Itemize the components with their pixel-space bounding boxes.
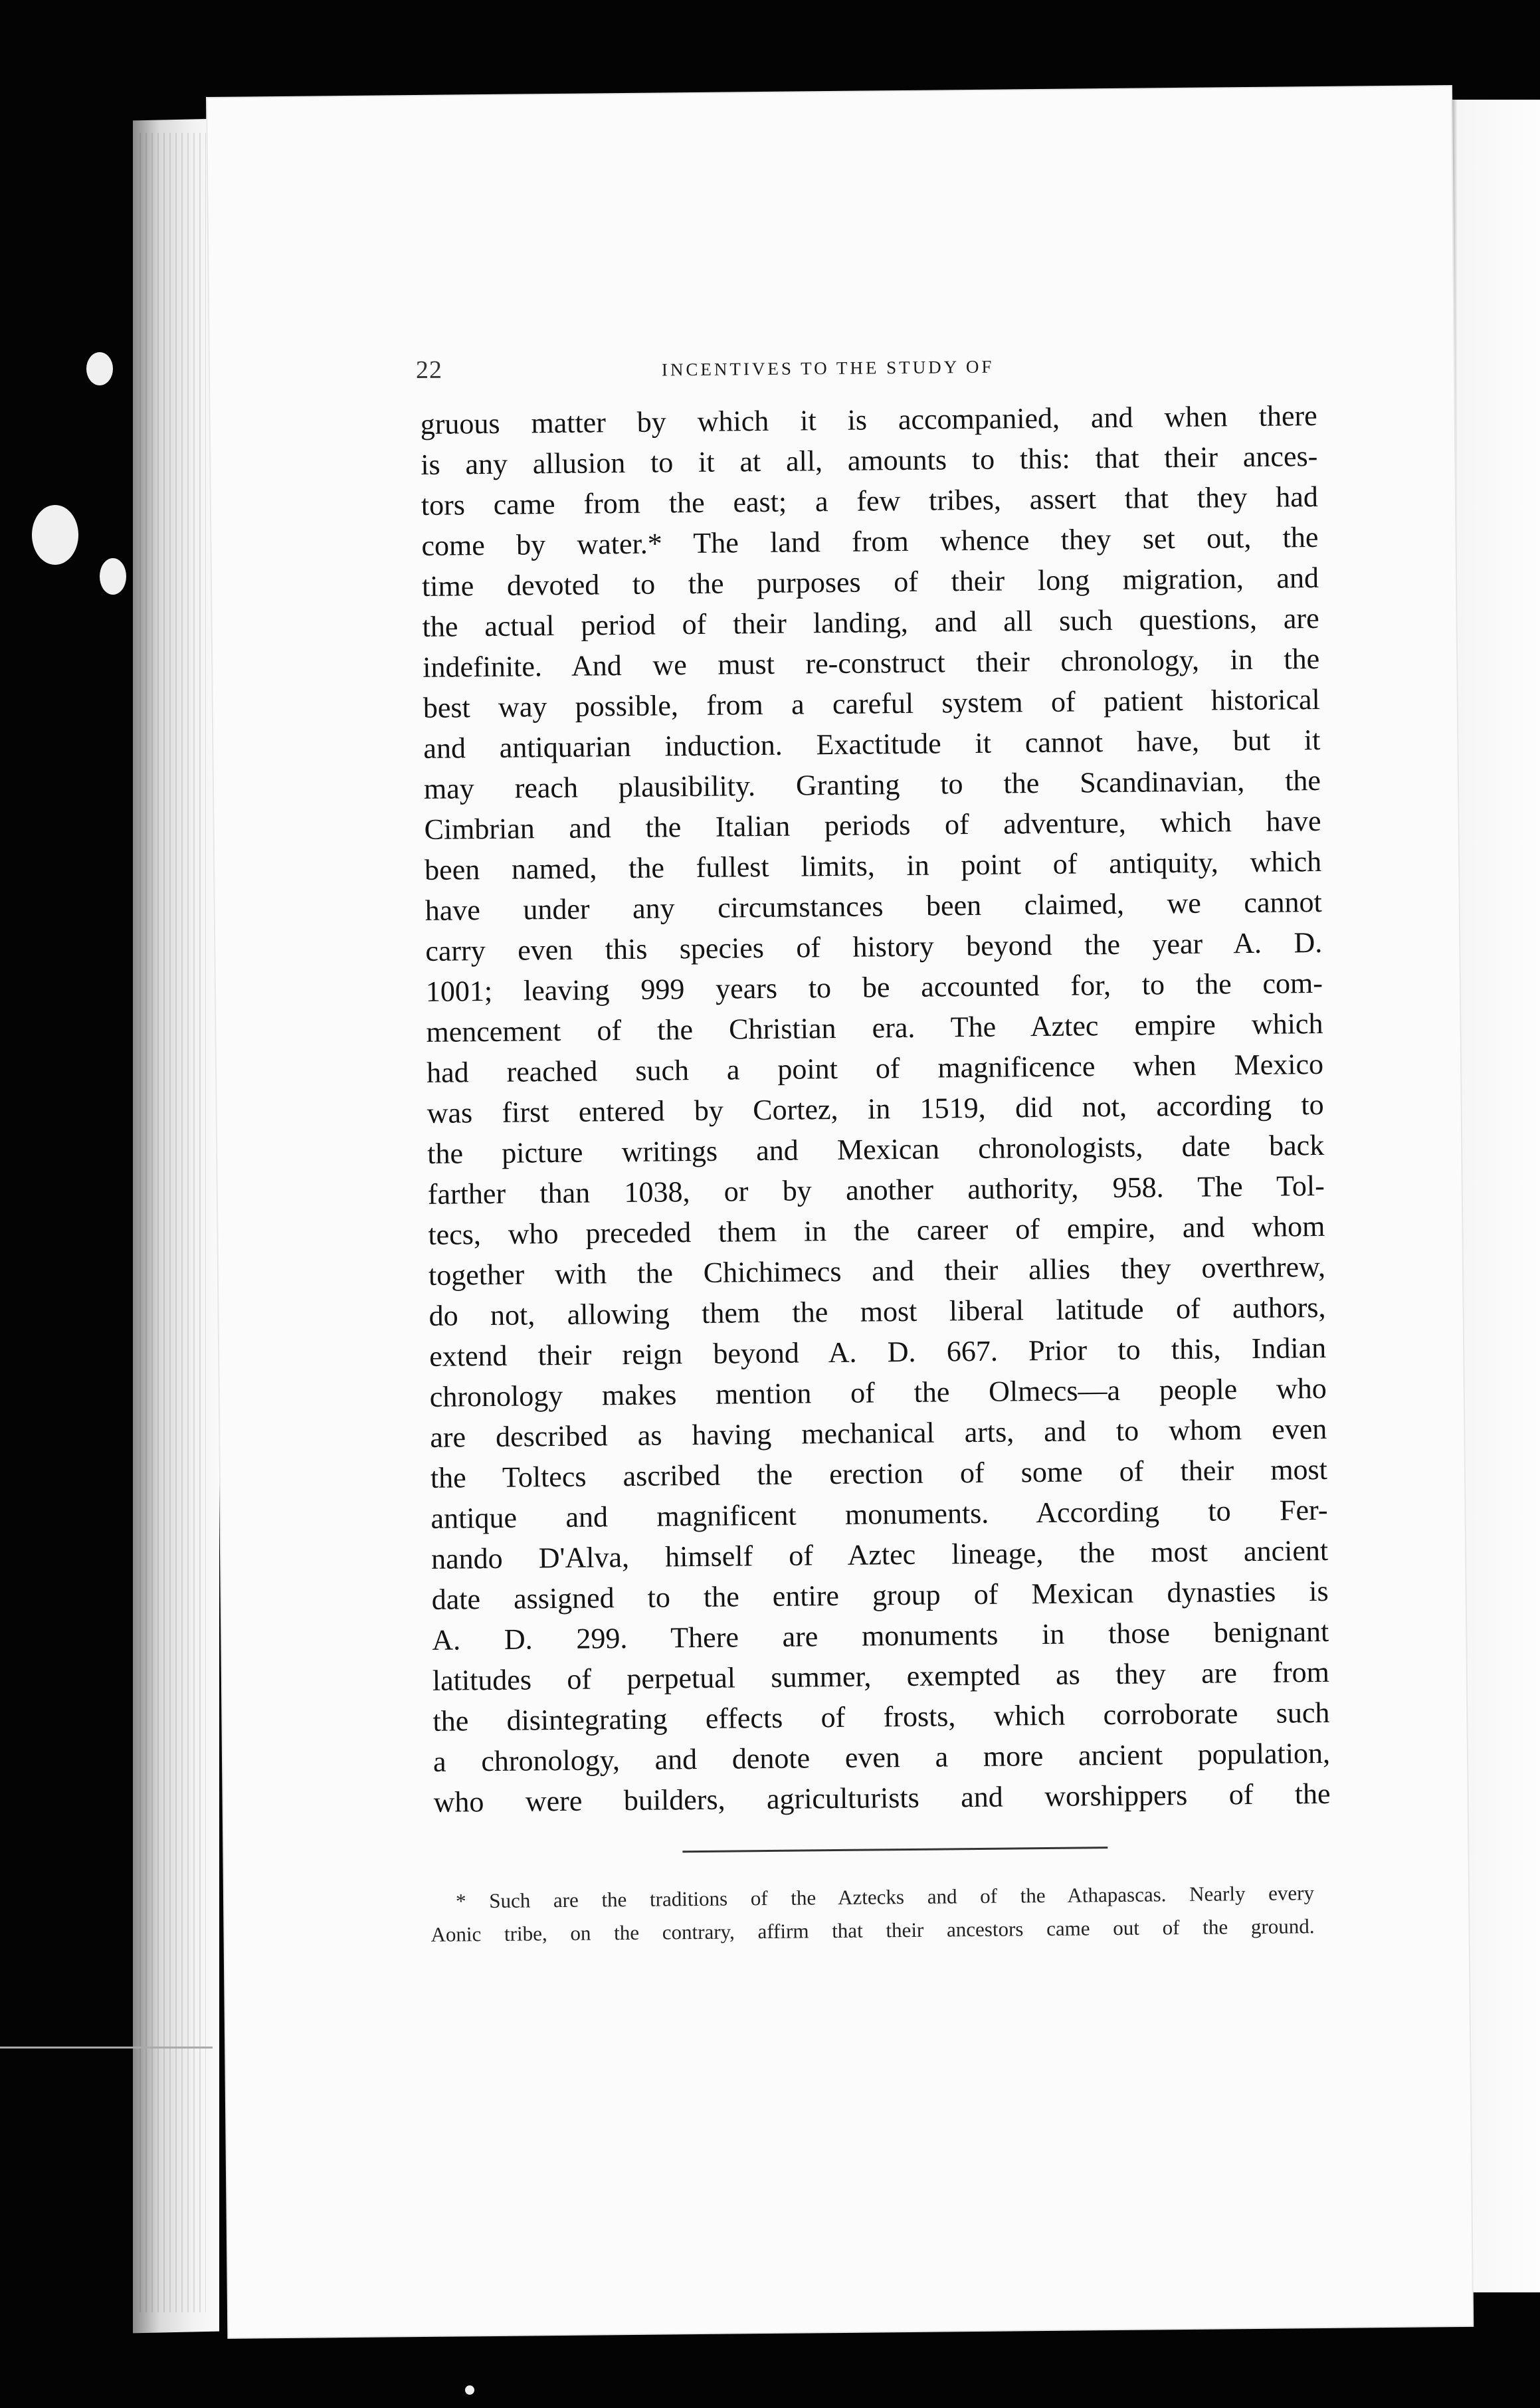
text-line: mencement of the Christian era. The Aztec empire which (426, 1007, 1323, 1049)
text-line: latitudes of perpetual summer, exempted as they are from (432, 1655, 1330, 1697)
text-line: extend their reign beyond A. D. 667. Prior to this, Indian (429, 1331, 1327, 1373)
running-head (416, 348, 1280, 385)
running-title: INCENTIVES TO THE STUDY OF (661, 356, 995, 380)
footnote-line: Aonic tribe, on the contrary, affirm that their ancestors came out of the ground. (431, 1914, 1315, 1946)
text-line: the picture writings and Mexican chronologists, date back (427, 1128, 1325, 1170)
scan-artifact-line (0, 2047, 213, 2049)
text-line: chronology makes mention of the Olmecs—a people who (429, 1371, 1327, 1413)
text-line: tors came from the east; a few tribes, assert that they had (421, 480, 1319, 522)
text-line: who were builders, agriculturists and worshippers of the (433, 1777, 1331, 1819)
footnote-rule (682, 1847, 1107, 1853)
text-line: the disintegrating effects of frosts, which corroborate such (433, 1696, 1330, 1738)
text-line: Cimbrian and the Italian periods of adventure, which have (424, 804, 1321, 846)
body-text (420, 395, 1330, 1823)
text-line: nando D'Alva, himself of Aztec lineage, the most ancient (431, 1534, 1329, 1575)
text-line: do not, allowing them the most liberal latitude of authors, (429, 1290, 1326, 1332)
scan-speck (100, 558, 126, 595)
text-line: and antiquarian induction. Exactitude it cannot have, but it (423, 723, 1321, 765)
text-line: gruous matter by which it is accompanied, and when there (420, 399, 1317, 441)
text-line: had reached such a point of magnificence when Mexico (426, 1047, 1324, 1089)
footnote-line: * Such are the traditions of the Aztecks and of the Athapascas. Nearly every (455, 1881, 1315, 1913)
text-line: tecs, who preceded them in the career of empire, and whom (428, 1209, 1325, 1251)
text-line: date assigned to the entire group of Mexican dynasties is (431, 1574, 1329, 1616)
text-line: come by water.* The land from whence they set out, the (421, 520, 1319, 562)
scan-speck (86, 352, 113, 385)
book-page (207, 86, 1472, 2338)
text-line: antique and magnificent monuments. According to Fer- (431, 1493, 1328, 1535)
text-line: have under any circumstances been claimed, we cannot (425, 885, 1322, 927)
footnote (431, 1876, 1315, 1952)
text-line: together with the Chichimecs and their allies they overthrew, (428, 1250, 1326, 1292)
text-line: 1001; leaving 999 years to be accounted for, to the com- (425, 966, 1323, 1008)
text-line: time devoted to the purposes of their long migration, and (421, 561, 1319, 603)
text-line: farther than 1038, or by another authority, 958. The Tol- (427, 1169, 1325, 1211)
text-line: A. D. 299. There are monuments in those benignant (432, 1615, 1329, 1656)
text-line: was first entered by Cortez, in 1519, did not, according to (427, 1088, 1324, 1130)
text-line: indefinite. And we must re-construct their chronology, in the (423, 642, 1320, 684)
text-line: is any allusion to it at all, amounts to this: that their ances- (421, 439, 1318, 481)
page-number: 22 (415, 355, 443, 385)
page-stack-lines (140, 133, 206, 2312)
text-line: been named, the fullest limits, in point of antiquity, which (424, 845, 1322, 886)
text-line: best way possible, from a careful system of patient historical (423, 682, 1320, 724)
scan-speck (32, 505, 78, 565)
text-line: a chronology, and denote even a more ancient population, (433, 1736, 1331, 1778)
text-line: the Toltecs ascribed the erection of some of their most (430, 1453, 1328, 1494)
text-line: carry even this species of history beyond the year A. D. (425, 926, 1323, 967)
text-line: may reach plausibility. Granting to the Scandinavian, the (423, 763, 1321, 805)
text-line: the actual period of their landing, and all such questions, are (422, 601, 1319, 643)
scan-speck (465, 2385, 474, 2395)
text-line: are described as having mechanical arts, and to whom even (430, 1412, 1327, 1454)
